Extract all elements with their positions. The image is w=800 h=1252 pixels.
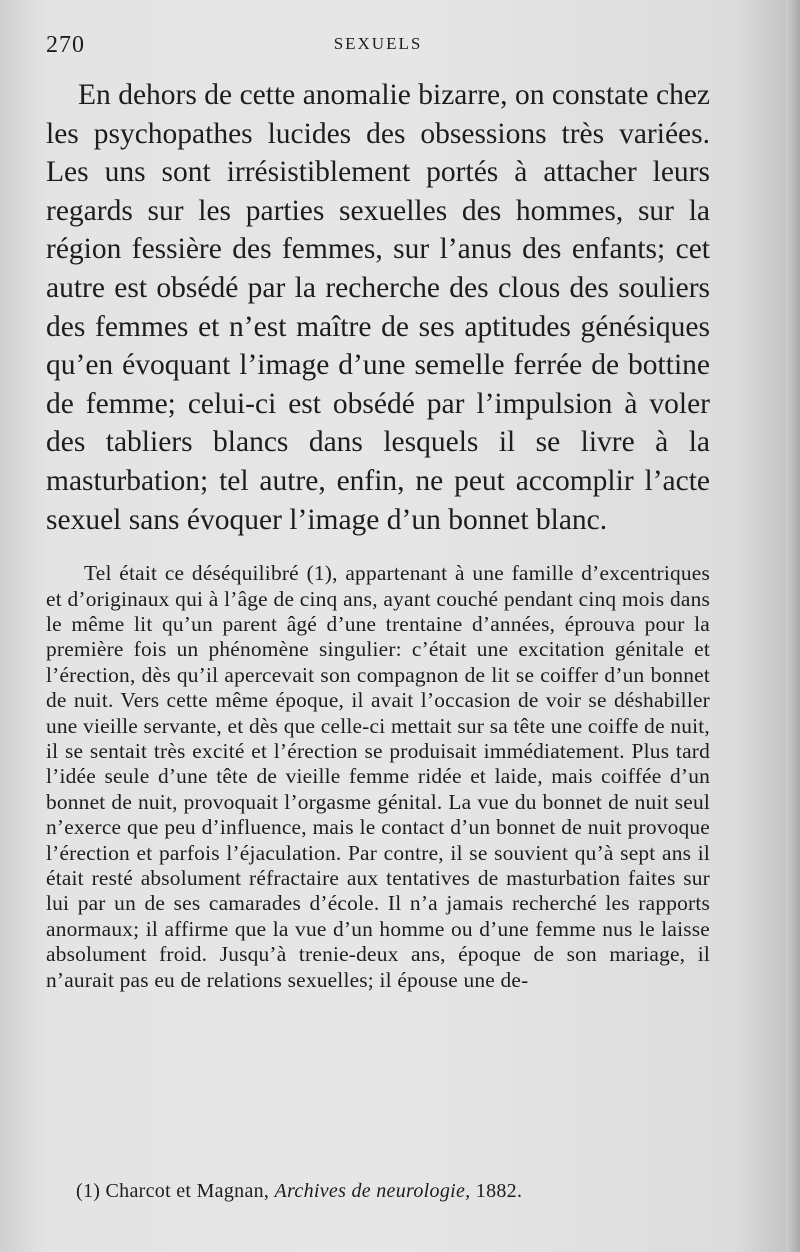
lead-paragraph: En dehors de cette anomalie bizarre, on constate chez les psychopathes lucides des obsessions très variées. Les uns sont irrésistiblement portés à attacher leurs regards sur les parties sexuelles des hommes, sur la région fessière des femmes, sur l’anus des enfants; cet autre est obsédé par la recherche des clous des souliers des femmes et n’est maître de ses aptitudes génésiques qu’en évoquant l’image d’une semelle ferrée de bottine de femme; celui-ci est obsédé par l’impulsion à voler des tabliers blancs dans lesquels il se livre à la masturbation; tel autre, enfin, ne peut accomplir l’acte sexuel sans évoquer l’image d’un bonnet blanc. (46, 79, 710, 536)
running-head: SEXUELS (333, 34, 423, 53)
footnote-marker: (1) (76, 1180, 101, 1202)
page-number: 270 (46, 32, 85, 58)
footnote-authors: Charcot et Magnan, (105, 1180, 270, 1202)
footnote (76, 1180, 716, 1203)
footnote-title: Archives de neurologie, (274, 1180, 471, 1202)
footnote-year: 1882. (475, 1180, 523, 1202)
page-header (46, 28, 710, 64)
body-paragraph: Tel était ce déséquilibré (1), appartenant à une famille d’excentriques et d’originaux qui à l’âge de cinq ans, ayant couché pendant cinq mois dans le même lit qu’un parent âgé d’une trentaine d’années, éprouva pour la première fois un phénomène singulier: c’était une excitation génitale et l’érection, dès qu’il apercevait son compagnon de lit se coiffer d’un bonnet de nuit. Vers cette même époque, il avait l’occasion de voir se déshabiller une vieille servante, et dès que celle-ci mettait sur sa tête une coiffe de nuit, il se sentait très excité et l’érection se produisait immédiatement. Plus tard l’idée seule d’une tête de vieille femme ridée et laide, mais coiffée d’un bonnet de nuit, provoquait l’orgasme génital. La vue du bonnet de nuit seul n’exerce que peu d’influence, mais le contact d’un bonnet de nuit provoque l’érection et parfois l’éjaculation. Par contre, il se souvient qu’à sept ans il était resté absolument réfractaire aux tentatives de masturbation faites sur lui par un de ses camarades d’école. Il n’a jamais recherché les rapports anormaux; il affirme que la vue d’un homme ou d’une femme nus le laisse absolument froid. Jusqu’à trenie-deux ans, époque de son mariage, il n’aurait pas eu de relations sexuelles; il épouse une de- (46, 561, 710, 992)
page-edge-shadow (786, 0, 800, 1252)
